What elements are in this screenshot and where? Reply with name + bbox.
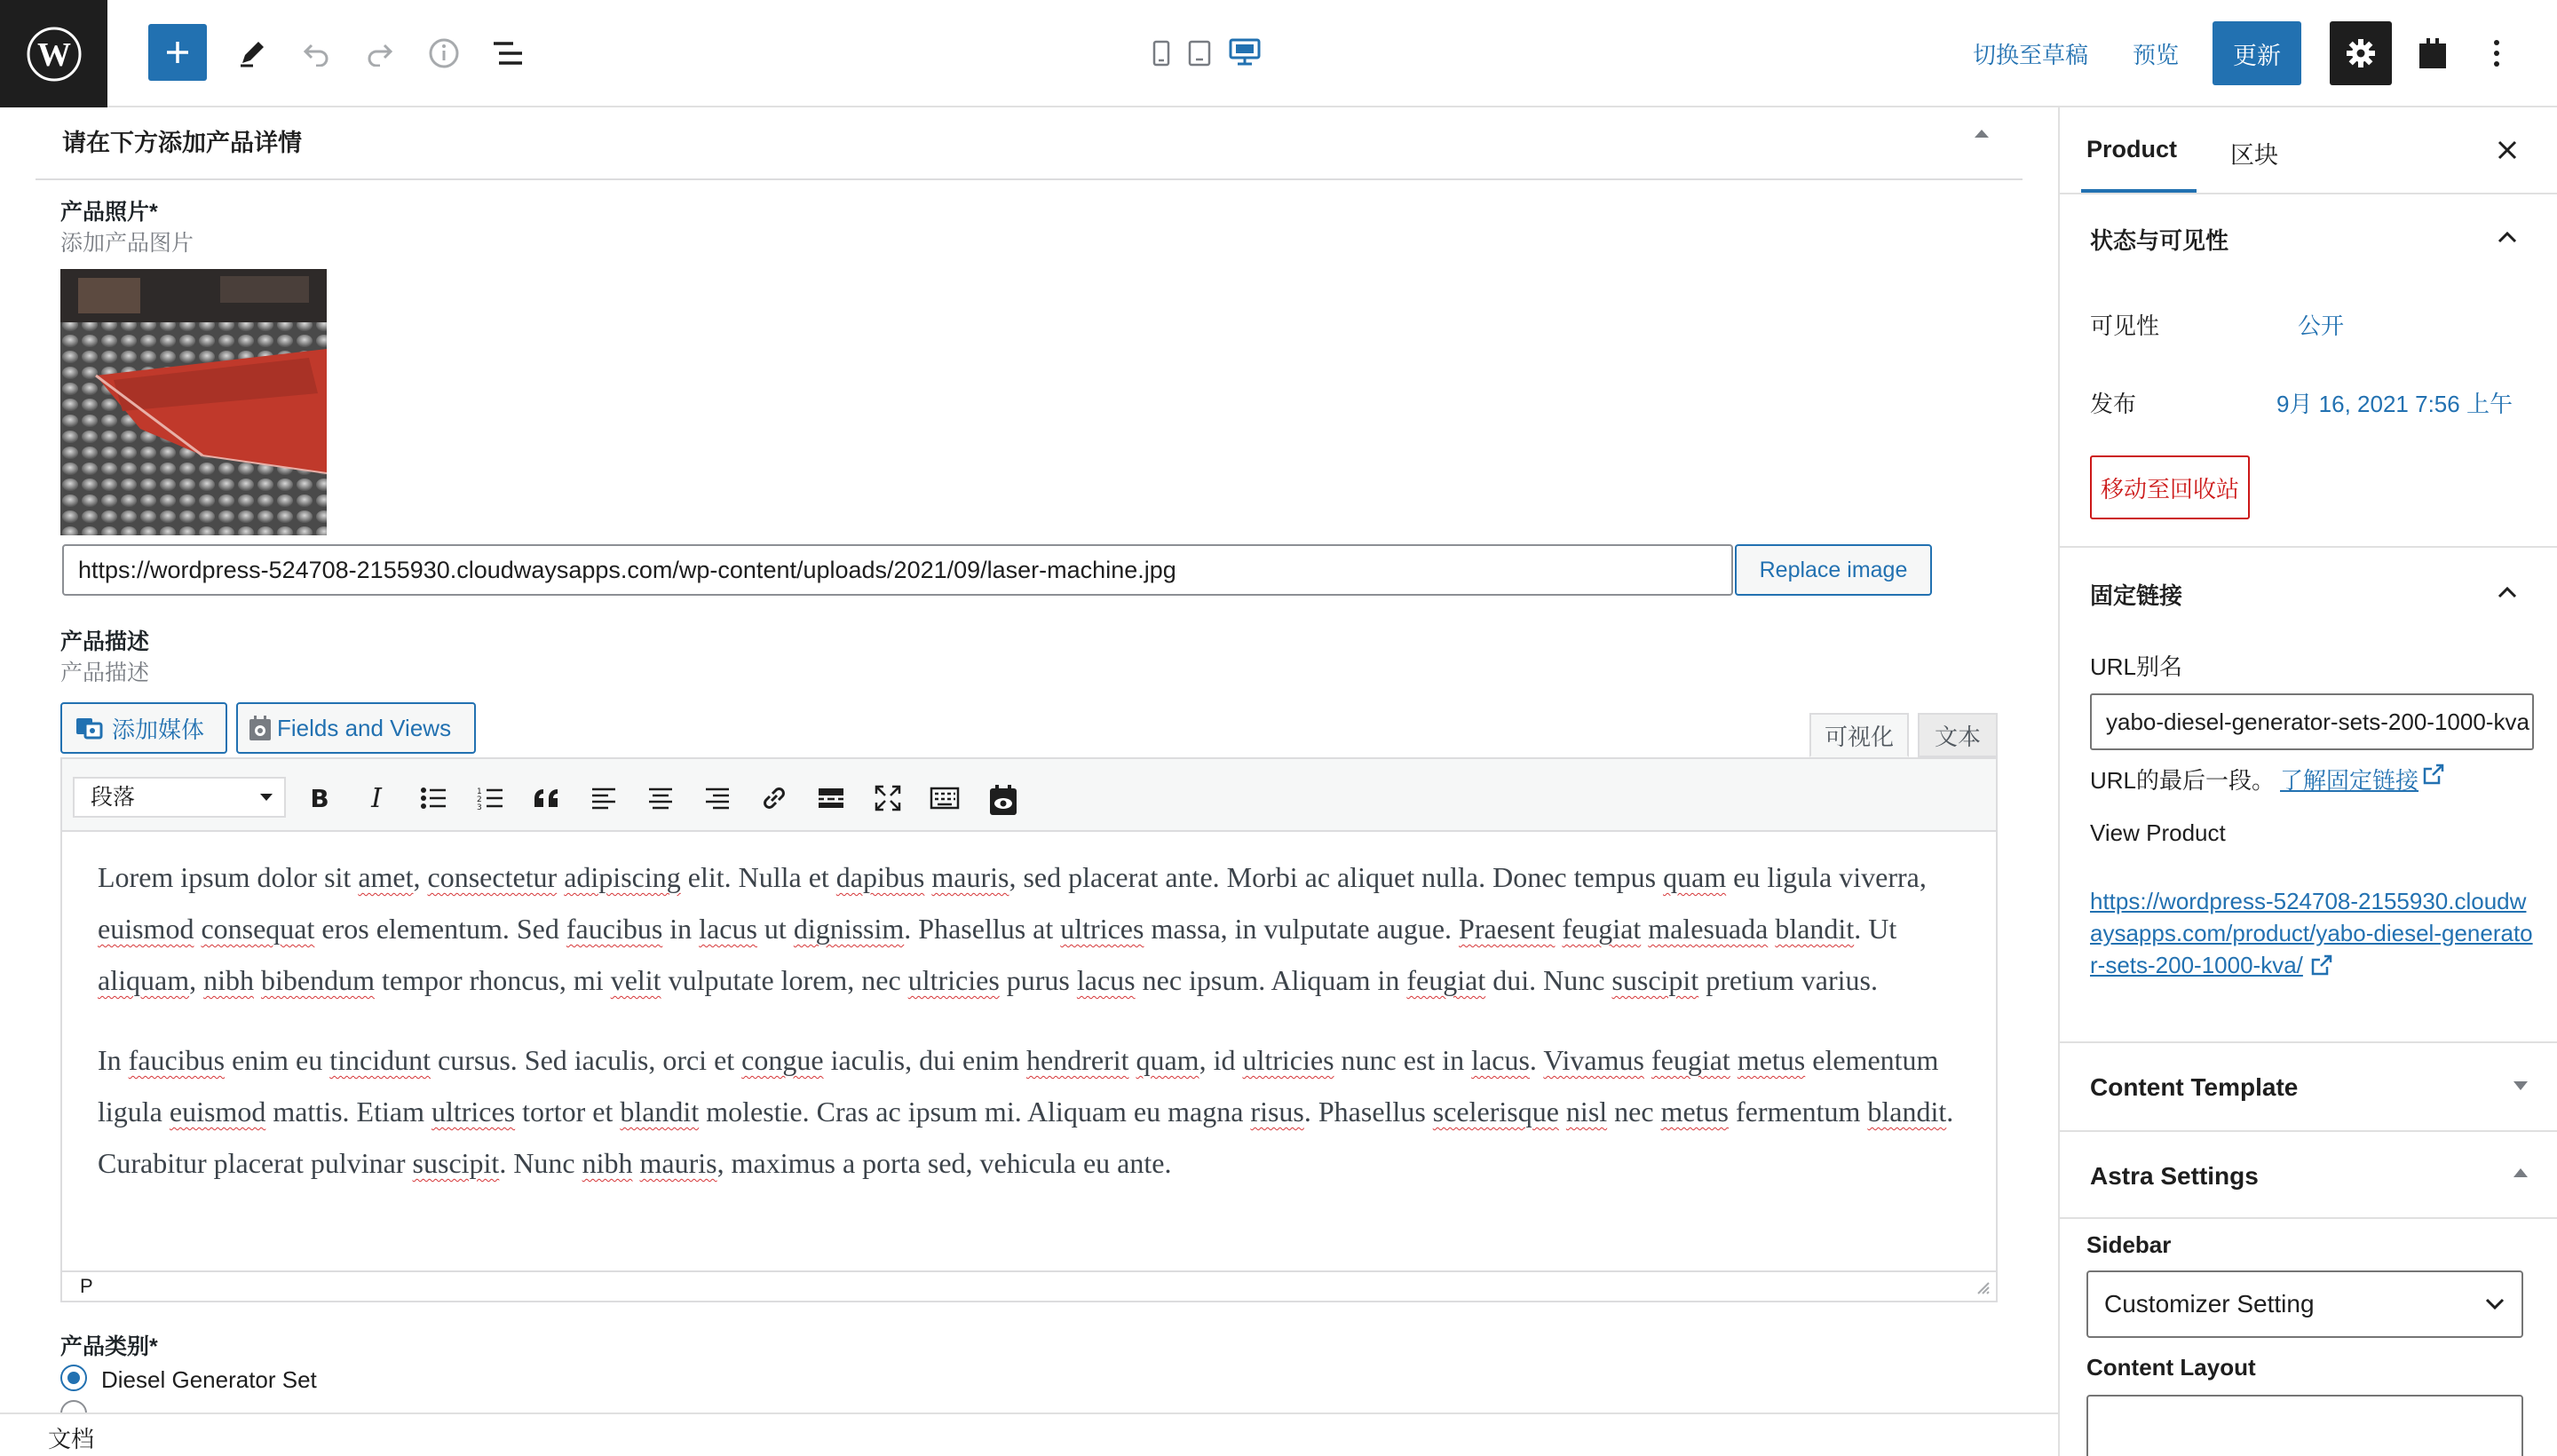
tab-product[interactable]: Product xyxy=(2086,136,2178,162)
product-category-label: 产品类别* xyxy=(60,1334,158,1359)
tools-button[interactable] xyxy=(233,34,272,73)
tablet-icon xyxy=(1188,40,1211,67)
divider xyxy=(2060,546,2557,548)
fields-views-preview-icon[interactable] xyxy=(984,780,1023,819)
misspelled-word: malesuada xyxy=(1648,913,1769,945)
misspelled-word: faucibus xyxy=(566,913,663,945)
align-right-icon[interactable] xyxy=(698,779,737,818)
fields-views-icon xyxy=(247,714,273,742)
publish-label: 发布 xyxy=(2090,391,2137,417)
misspelled-word: ultrices xyxy=(1060,913,1144,945)
status-visibility-heading[interactable]: 状态与可见性 xyxy=(2090,227,2229,254)
wordpress-logo-button[interactable] xyxy=(0,0,107,107)
paragraph-format-select[interactable] xyxy=(73,777,286,818)
editor-toolbar xyxy=(62,759,1996,832)
add-media-label: 添加媒体 xyxy=(112,716,205,743)
misspelled-word: adipiscing xyxy=(564,861,681,893)
misspelled-word: aliquam xyxy=(98,964,190,996)
italic-icon[interactable]: I xyxy=(371,782,382,814)
info-icon xyxy=(428,37,460,69)
divider xyxy=(2060,1130,2557,1132)
update-button[interactable]: 更新 xyxy=(2213,21,2301,85)
svg-text:3: 3 xyxy=(477,803,482,811)
misspelled-word: dapibus xyxy=(835,861,925,893)
bulleted-list-icon[interactable] xyxy=(414,779,453,818)
plus-icon xyxy=(164,39,191,66)
add-block-button[interactable] xyxy=(148,24,207,81)
misspelled-word: quam xyxy=(1663,861,1727,893)
misspelled-word: scelerisque xyxy=(1432,1096,1559,1128)
product-photo-thumbnail[interactable] xyxy=(60,269,327,535)
product-description-label: 产品描述 xyxy=(60,629,150,654)
chevron-down-icon xyxy=(259,793,273,802)
svg-text:1: 1 xyxy=(477,787,482,796)
content-template-heading[interactable]: Content Template xyxy=(2090,1073,2299,1101)
tablet-preview-button[interactable] xyxy=(1186,37,1213,69)
slug-help-text: URL的最后一段。 xyxy=(2090,767,2276,794)
replace-image-button[interactable]: Replace image xyxy=(1735,544,1932,596)
category-radio-diesel[interactable] xyxy=(60,1365,87,1391)
view-product-url: https://wordpress-524708-2155930.cloudwaysapps.com/product/yabo-diesel-generator-sets-200-1000-kva/ xyxy=(2090,888,2533,978)
view-product-link[interactable] xyxy=(2090,885,2534,981)
editor-content-area[interactable] xyxy=(98,851,1980,1217)
insert-link-icon[interactable] xyxy=(755,779,794,818)
settings-button[interactable] xyxy=(2330,21,2392,85)
category-option-label: Diesel Generator Set xyxy=(101,1366,317,1393)
chevron-up-icon[interactable] xyxy=(2497,585,2518,599)
editor-status-bar xyxy=(62,1270,1996,1301)
misspelled-word: suscipit xyxy=(412,1147,500,1179)
misspelled-word: dignissim xyxy=(793,913,905,945)
misspelled-word: hendrerit xyxy=(1025,1044,1129,1076)
category-radio-2[interactable] xyxy=(60,1400,87,1412)
misspelled-word: blandit xyxy=(620,1096,700,1128)
misspelled-word: nisl xyxy=(1565,1096,1608,1128)
radio-dot xyxy=(67,1372,80,1384)
fields-and-views-button[interactable] xyxy=(236,702,476,754)
visibility-label: 可见性 xyxy=(2090,313,2160,339)
product-photo-label: 产品照片* xyxy=(60,200,158,225)
tab-block[interactable]: 区块 xyxy=(2230,142,2278,169)
editor-top-bar xyxy=(0,0,2557,107)
external-link-icon xyxy=(2310,954,2333,977)
plugin-button[interactable] xyxy=(2413,34,2452,73)
content-paragraph-1: Lorem ipsum dolor sit amet, consectetur adipiscing elit. Nulla et dapibus mauris, sed placerat ante. Morbi ac aliquet nulla. Donec tempus quam eu ligula viverra, euismod consequat eros elementum. Sed faucibus in lacus ut dignissim. Phasellus at ultrices massa, in vulputate augue. Praesent feugiat malesuada blandit. Ut aliquam, nibh bibendum tempor rhoncus, mi velit vulputate lorem, nec ultricies purus lacus nec ipsum. Aliquam in feugiat dui. Nunc suscipit pretium varius. xyxy=(98,861,1927,996)
misspelled-word: Praesent xyxy=(1459,913,1556,945)
numbered-list-icon[interactable] xyxy=(471,779,510,818)
url-slug-label: URL别名 xyxy=(2090,653,2183,680)
misspelled-word: lacus xyxy=(699,913,757,945)
list-view-icon xyxy=(492,40,524,67)
misspelled-word: feugiat xyxy=(1562,913,1642,945)
format-select-value: 段落 xyxy=(91,785,136,810)
content-layout-label: Content Layout xyxy=(2086,1354,2256,1381)
misspelled-word: bibendum xyxy=(260,964,375,996)
misspelled-word: euismod xyxy=(98,913,194,945)
triangle-up-icon[interactable] xyxy=(2513,1167,2529,1178)
misspelled-word: congue xyxy=(741,1044,824,1076)
desktop-icon xyxy=(1229,38,1261,67)
redo-button[interactable] xyxy=(360,34,400,73)
chevron-up-icon[interactable] xyxy=(2497,230,2518,244)
publish-date-button[interactable]: 9月 16, 2021 7:56 上午 xyxy=(2276,391,2513,417)
collapse-panel-button[interactable] xyxy=(1973,127,1991,144)
misspelled-word: ultricies xyxy=(907,964,1000,996)
triangle-down-icon[interactable] xyxy=(2513,1080,2529,1091)
switch-to-draft-button[interactable]: 切换至草稿 xyxy=(1973,41,2089,68)
misspelled-word: risus xyxy=(1250,1096,1304,1128)
laser-machine-image xyxy=(60,269,327,535)
misspelled-word: consequat xyxy=(201,913,315,945)
mobile-preview-button[interactable] xyxy=(1151,37,1172,69)
misspelled-word: suscipit xyxy=(1611,964,1699,996)
misspelled-word: nibh xyxy=(582,1147,633,1179)
more-vertical-icon xyxy=(2493,39,2500,67)
url-slug-input[interactable]: yabo-diesel-generator-sets-200-1000-kva xyxy=(2090,693,2534,750)
product-description-hint: 产品描述 xyxy=(60,661,150,685)
misspelled-word: nibh xyxy=(203,964,254,996)
misspelled-word: ultricies xyxy=(1242,1044,1334,1076)
details-button[interactable] xyxy=(424,34,463,73)
misspelled-word: blandit xyxy=(1867,1096,1947,1128)
chevron-down-icon xyxy=(2484,1297,2506,1311)
tab-text[interactable]: 文本 xyxy=(1918,713,1998,757)
divider xyxy=(36,178,2023,180)
editor-main-area xyxy=(0,107,2058,1412)
misspelled-word: Vivamus xyxy=(1543,1044,1644,1076)
misspelled-word: lacus xyxy=(1076,964,1136,996)
learn-permalink-link[interactable]: 了解固定链接 xyxy=(2280,767,2419,794)
misspelled-word: mauris xyxy=(931,861,1009,893)
misspelled-word: quam xyxy=(1136,1044,1199,1076)
blockquote-icon[interactable] xyxy=(527,779,566,818)
mobile-icon xyxy=(1152,40,1170,67)
product-photo-description: 添加产品图片 xyxy=(60,231,194,256)
element-path[interactable]: P xyxy=(80,1275,93,1297)
misspelled-word: euismod xyxy=(169,1096,266,1128)
align-left-icon[interactable] xyxy=(584,779,623,818)
divider xyxy=(2060,1041,2557,1043)
plugin-block-icon xyxy=(2418,36,2448,70)
misspelled-word: mauris xyxy=(639,1147,717,1179)
misspelled-word: faucibus xyxy=(128,1044,226,1076)
product-photo-url-input[interactable]: https://wordpress-524708-2155930.cloudwaysapps.com/wp-content/uploads/2021/09/laser-machine.jpg xyxy=(62,544,1733,596)
svg-text:W: W xyxy=(36,36,71,74)
wordpress-logo-icon xyxy=(26,26,83,83)
sidebar-select-value: Customizer Setting xyxy=(2104,1290,2315,1318)
toolbar-toggle-icon[interactable] xyxy=(925,779,964,818)
undo-icon xyxy=(301,40,331,67)
desktop-preview-button[interactable] xyxy=(1227,36,1263,69)
add-media-button[interactable] xyxy=(60,702,227,754)
more-options-button[interactable] xyxy=(2479,34,2514,73)
preview-button[interactable]: 预览 xyxy=(2133,41,2180,68)
misspelled-word: feugiat xyxy=(1406,964,1486,996)
misspelled-word: metus xyxy=(1660,1096,1729,1128)
bold-icon[interactable]: B xyxy=(310,783,329,813)
misspelled-word: feugiat xyxy=(1651,1044,1730,1076)
classic-editor xyxy=(60,757,1998,1302)
visibility-value-button[interactable]: 公开 xyxy=(2298,313,2345,339)
misspelled-word: metus xyxy=(1737,1044,1806,1076)
redo-icon xyxy=(365,40,395,67)
settings-sidebar xyxy=(2058,107,2557,1456)
close-sidebar-button[interactable] xyxy=(2497,139,2518,165)
sidebar-layout-select[interactable] xyxy=(2086,1270,2523,1338)
misspelled-word: ultrices xyxy=(431,1096,516,1128)
close-icon xyxy=(2497,139,2518,161)
list-view-button[interactable] xyxy=(488,34,527,73)
triangle-up-icon xyxy=(1973,127,1991,139)
media-icon xyxy=(75,715,105,741)
divider xyxy=(2060,1217,2557,1219)
resize-handle-icon[interactable] xyxy=(1975,1279,1991,1295)
misspelled-word: lacus xyxy=(1471,1044,1530,1076)
misspelled-word: blandit xyxy=(1775,913,1855,945)
external-link-icon xyxy=(2422,763,2445,786)
svg-text:2: 2 xyxy=(477,795,482,804)
misspelled-word: amet xyxy=(358,861,414,893)
view-product-label: View Product xyxy=(2090,819,2226,846)
gear-icon xyxy=(2345,37,2377,69)
breadcrumb-document[interactable]: 文档 xyxy=(48,1426,95,1452)
sidebar-setting-label: Sidebar xyxy=(2086,1231,2172,1258)
misspelled-word: velit xyxy=(610,964,661,996)
divider xyxy=(2060,193,2557,194)
content-paragraph-2: In faucibus enim eu tincidunt cursus. Sed iaculis, orci et congue iaculis, dui enim hendrerit quam, id ultricies nunc est in lacus. Vivamus feugiat metus elementum ligula euismod mattis. Etiam ultrices tortor et blandit molestie. Cras ac ipsum mi. Aliquam eu magna risus. Phasellus scelerisque nisl nec metus fermentum blandit. Curabitur placerat pulvinar suscipit. Nunc nibh mauris, maximus a porta sed, vehicula eu ante. xyxy=(98,1044,1954,1179)
pencil-icon xyxy=(237,38,267,68)
misspelled-word: consectetur xyxy=(427,861,558,893)
meta-box-title: 请在下方添加产品详情 xyxy=(62,130,302,156)
block-breadcrumb-bar xyxy=(0,1412,2058,1456)
tab-visual[interactable]: 可视化 xyxy=(1809,713,1909,757)
misspelled-word: tincidunt xyxy=(329,1044,431,1076)
align-center-icon[interactable] xyxy=(641,779,680,818)
read-more-icon[interactable] xyxy=(811,779,851,818)
move-to-trash-button[interactable]: 移动至回收站 xyxy=(2090,455,2250,519)
undo-button[interactable] xyxy=(297,34,336,73)
astra-settings-heading[interactable]: Astra Settings xyxy=(2090,1162,2259,1190)
fullscreen-icon[interactable] xyxy=(868,779,907,818)
permalink-heading[interactable]: 固定链接 xyxy=(2090,582,2183,609)
content-layout-select[interactable] xyxy=(2086,1395,2523,1456)
fields-and-views-label: Fields and Views xyxy=(277,714,452,741)
